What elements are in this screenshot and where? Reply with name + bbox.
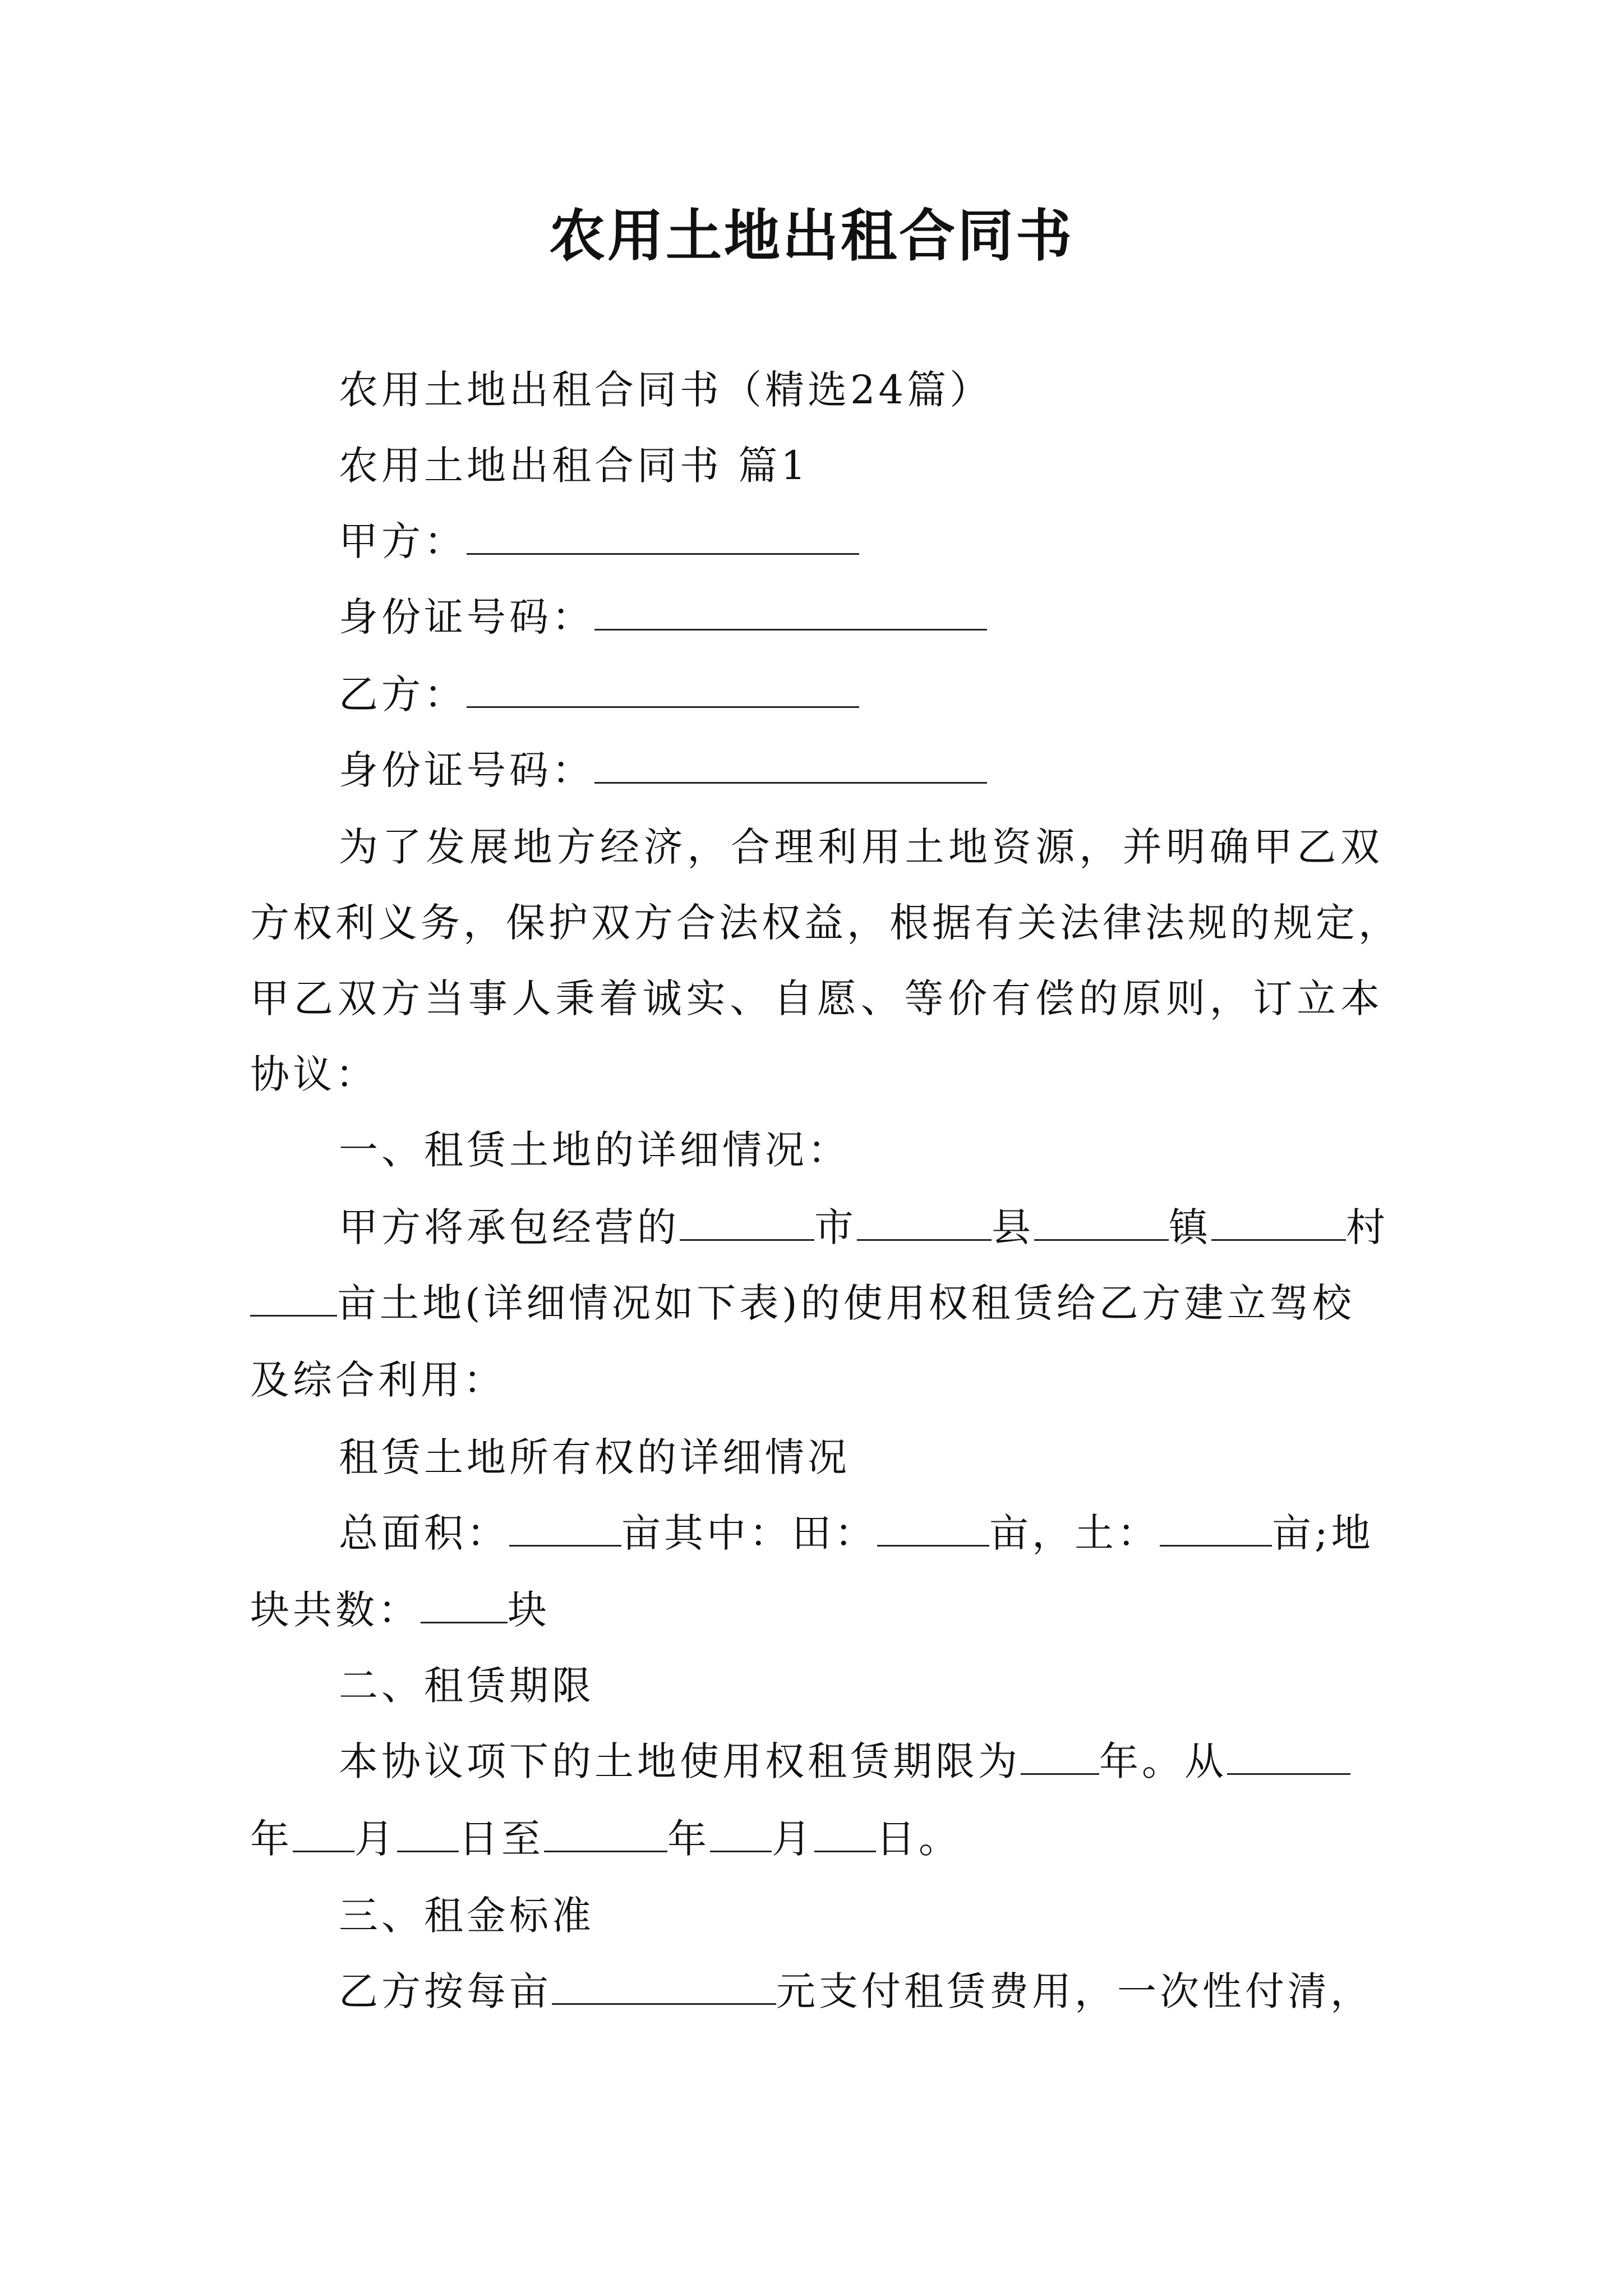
section-3-heading: 三、租金标准 — [339, 1893, 594, 1939]
blocks-blank — [421, 1582, 508, 1623]
intro-line-4: 协议： — [250, 1051, 378, 1097]
id-b-label: 身份证号码： — [339, 747, 594, 793]
field-area-blank — [877, 1506, 989, 1547]
party-b-blank — [467, 667, 859, 708]
term-years-blank — [1021, 1734, 1099, 1775]
id-a-line — [339, 589, 1383, 645]
subtitle: 农用土地出租合同书（精选24篇） — [339, 367, 993, 413]
id-b-line — [339, 742, 1383, 798]
section-2-line-2 — [250, 1811, 1383, 1867]
section-1-p1-line-2 — [250, 1275, 1383, 1331]
area-line-2 — [250, 1582, 1383, 1638]
rent-end: 元支付租赁费用，一次性付清， — [776, 1968, 1373, 2014]
end-day-blank — [814, 1811, 876, 1852]
city-label: 市 — [814, 1204, 857, 1250]
total-area-label: 总面积： — [339, 1510, 509, 1556]
section-2-line-1 — [339, 1733, 1383, 1789]
town-label: 镇 — [1169, 1204, 1211, 1250]
total-area-blank — [509, 1506, 621, 1547]
soil-label: 亩，土： — [989, 1510, 1160, 1556]
end-year-blank — [544, 1811, 667, 1852]
soil-area-blank — [1160, 1506, 1272, 1547]
end-day-unit: 日。 — [876, 1816, 961, 1862]
section-1-heading: 一、租赁土地的详细情况： — [339, 1127, 850, 1173]
blocks-label: 块共数： — [250, 1587, 421, 1633]
intro-line-3: 甲乙双方当事人秉着诚实、自愿、等价有偿的原则，订立本 — [250, 976, 1383, 1022]
block-unit: 块 — [508, 1587, 550, 1633]
mu-di-label: 亩;地 — [1272, 1510, 1374, 1556]
mu-blank — [250, 1276, 337, 1317]
section-2-heading: 二、租赁期限 — [339, 1663, 594, 1709]
start-month-unit: 月 — [354, 1816, 397, 1862]
party-a-blank — [467, 514, 859, 555]
county-label: 县 — [992, 1204, 1034, 1250]
intro-line-2: 方权利义务，保护双方合法权益，根据有关法律法规的规定， — [250, 900, 1401, 946]
village-blank — [1211, 1200, 1346, 1241]
end-year-unit: 年 — [667, 1816, 710, 1862]
p1-line2-text: 亩土地(详细情况如下表)的使用权租赁给乙方建立驾校 — [337, 1280, 1355, 1326]
table-title: 租赁土地所有权的详细情况 — [339, 1434, 850, 1480]
start-month-blank — [293, 1811, 354, 1852]
rent-blank — [552, 1964, 776, 2005]
town-blank — [1034, 1200, 1169, 1241]
field-label: 亩其中：田： — [621, 1510, 877, 1556]
city-blank — [680, 1200, 814, 1241]
end-month-blank — [710, 1811, 772, 1852]
party-b-label: 乙方： — [339, 671, 467, 717]
party-a-label: 甲方： — [339, 518, 467, 564]
village-label: 村 — [1346, 1204, 1389, 1250]
year-from: 年。从 — [1099, 1738, 1227, 1784]
id-b-blank — [594, 743, 987, 784]
county-blank — [857, 1200, 992, 1241]
start-year-blank — [1227, 1734, 1350, 1775]
day-to: 日至 — [459, 1816, 544, 1862]
section-3-line-1 — [339, 1963, 1383, 2019]
p1-start: 甲方将承包经营的 — [339, 1204, 680, 1250]
id-a-label: 身份证号码： — [339, 594, 594, 640]
end-month-unit: 月 — [772, 1816, 814, 1862]
rent-start: 乙方按每亩 — [339, 1968, 552, 2014]
intro-line-1: 为了发展地方经济，合理利用土地资源，并明确甲乙双 — [339, 824, 1383, 870]
section-1-p1-line-1 — [339, 1199, 1389, 1255]
document-title: 农用土地出租合同书 — [549, 203, 1074, 269]
party-b-line — [339, 666, 1383, 723]
party-a-line — [339, 513, 1383, 569]
term-start: 本协议项下的土地使用权租赁期限为 — [339, 1738, 1021, 1784]
chapter-heading: 农用土地出租合同书 篇1 — [339, 443, 809, 489]
start-day-blank — [397, 1811, 459, 1852]
area-line-1 — [339, 1505, 1383, 1561]
section-1-p1-line-3: 及综合利用： — [250, 1357, 506, 1403]
id-a-blank — [594, 590, 987, 631]
start-year-unit: 年 — [250, 1816, 293, 1862]
